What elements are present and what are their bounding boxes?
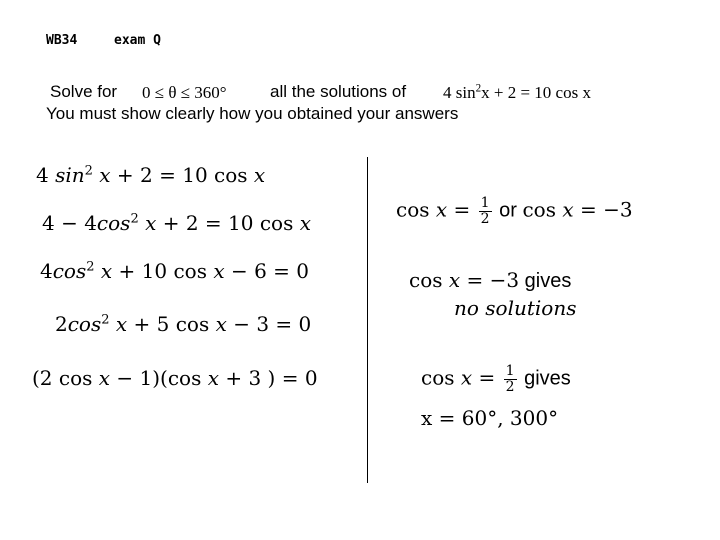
question-line-2: You must show clearly how you obtained your answers	[46, 104, 459, 123]
column-divider	[367, 157, 368, 483]
fraction-one-half: $\frac{1}{2}$	[480, 195, 490, 227]
step-4-equation: $2\cos^2$ x + 5 cos x − 3 = 0	[55, 312, 312, 336]
step-1-equation: 4 $\sin^2 x + 2 = 10$ cos x	[36, 163, 266, 187]
right-solutions-equation: cos x = $\frac{1}{2}$ or cos x = −3	[396, 195, 633, 227]
right-case-minus-three: cos x = −3 gives	[409, 268, 572, 292]
question-solve-for: Solve for	[50, 82, 118, 101]
fraction-one-half-2: $\frac{1}{2}$	[505, 363, 515, 395]
right-no-solutions: no solutions	[454, 296, 577, 320]
slide-code: WB34	[46, 33, 78, 48]
step-2-equation: $4 - 4\cos^2$ x + 2 = 10 cos x	[42, 211, 311, 235]
question-equation: 4 $\sin^2x + 2 = 10$ cos x	[443, 82, 591, 102]
question-all-solutions: all the solutions of	[270, 82, 407, 101]
step-5-factorised: (2 cos x − 1)(cos x + 3 ) = 0	[32, 366, 318, 390]
question-range: 0 ≤ θ ≤ 360°	[142, 83, 227, 102]
step-3-equation: $4\cos^2$ x + 10 cos x − 6 = 0	[40, 259, 310, 283]
right-final-answer: x = 60°, 300°	[421, 406, 559, 430]
question-line-1	[50, 82, 117, 102]
slide-title: exam Q	[114, 33, 161, 48]
right-case-one-half: cos x = $\frac{1}{2}$ gives	[421, 363, 571, 395]
